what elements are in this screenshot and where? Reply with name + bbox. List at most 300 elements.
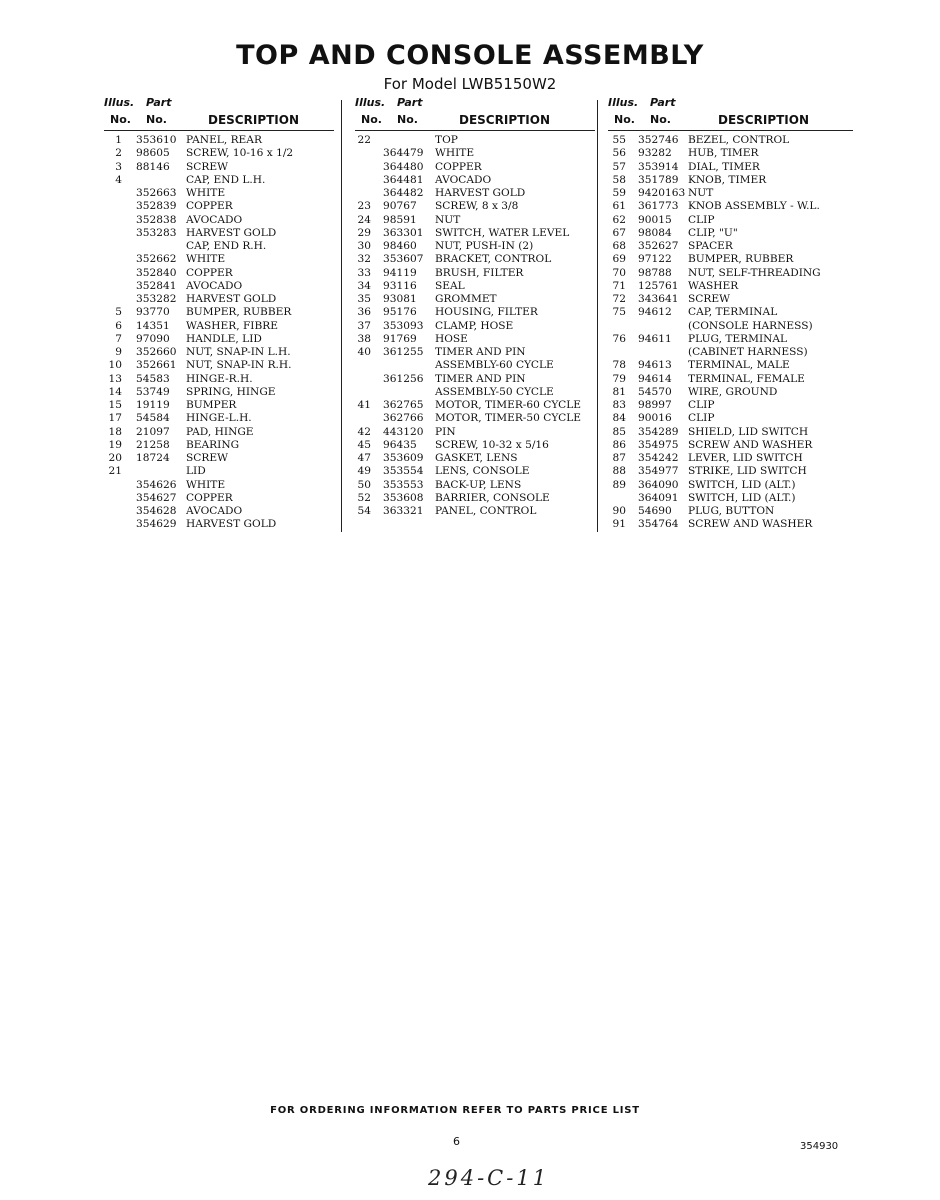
illus-number: 84 — [612, 412, 626, 425]
header-no: No. — [614, 113, 635, 126]
part-description: PLUG, BUTTON — [688, 505, 775, 517]
part-number: 93081 — [383, 293, 417, 305]
part-number: 94612 — [638, 306, 672, 319]
illus-number: 20 — [108, 452, 122, 464]
part-number: 364090 — [638, 478, 679, 491]
part-number: 97122 — [638, 253, 672, 266]
part-number: 90767 — [383, 200, 417, 213]
table-row — [355, 439, 595, 452]
part-description: BRUSH, FILTER — [435, 266, 524, 279]
part-description: TERMINAL, MALE — [688, 359, 790, 372]
table-row — [104, 346, 334, 359]
part-number: 353914 — [638, 160, 679, 173]
illus-number: 88 — [612, 465, 626, 478]
illus-number: 13 — [108, 372, 122, 385]
table-row — [104, 452, 334, 465]
illus-number: 24 — [357, 213, 371, 226]
table-row — [355, 187, 595, 200]
table-row — [355, 174, 595, 187]
illus-number: 29 — [357, 226, 371, 239]
illus-number: 30 — [357, 240, 371, 252]
table-row — [608, 293, 853, 306]
part-number: 352746 — [638, 134, 679, 146]
part-number: 353607 — [383, 253, 424, 266]
header-part-no: No. — [397, 113, 418, 126]
illus-number: 62 — [612, 213, 626, 226]
table-row — [355, 161, 595, 174]
table-row — [104, 439, 334, 452]
part-number: 352660 — [136, 346, 177, 358]
header-illus: Illus. — [104, 96, 135, 109]
table-row — [104, 426, 334, 439]
illus-number: 21 — [108, 465, 122, 478]
table-row — [608, 452, 853, 465]
table-row — [608, 320, 853, 333]
illus-number: 91 — [612, 518, 626, 531]
part-number: 353610 — [136, 134, 177, 146]
part-number: 54690 — [638, 505, 672, 517]
table-row — [104, 492, 334, 505]
illus-number: 9 — [115, 346, 122, 358]
part-description: WHITE — [186, 253, 226, 266]
table-row — [608, 306, 853, 319]
part-description: HINGE-R.H. — [186, 372, 253, 385]
illus-number: 54 — [357, 505, 371, 517]
part-description: HARVEST GOLD — [435, 187, 526, 199]
part-number: 91769 — [383, 332, 417, 345]
part-number: 361255 — [383, 346, 424, 358]
illus-number: 87 — [612, 452, 626, 464]
table-row — [355, 333, 595, 346]
part-description: KNOB, TIMER — [688, 173, 767, 186]
part-number: 98460 — [383, 240, 417, 252]
part-number: 352839 — [136, 200, 177, 213]
part-number: 362765 — [383, 399, 424, 411]
table-row — [355, 412, 595, 425]
part-description: NUT — [688, 187, 714, 199]
table-row — [104, 267, 334, 280]
part-description: CAP, END L.H. — [186, 173, 266, 186]
part-number: 354628 — [136, 505, 177, 517]
part-description: HUB, TIMER — [688, 147, 759, 160]
table-row — [355, 253, 595, 266]
parts-list — [104, 134, 334, 532]
table-row — [104, 293, 334, 306]
part-description: MOTOR, TIMER-50 CYCLE — [435, 412, 582, 425]
part-number: 352840 — [136, 266, 177, 279]
table-row — [355, 320, 595, 333]
illus-number: 81 — [612, 385, 626, 398]
table-row — [104, 359, 334, 372]
illus-number: 22 — [357, 134, 371, 146]
table-row — [355, 147, 595, 160]
part-description: (CONSOLE HARNESS) — [688, 319, 813, 332]
part-description: DIAL, TIMER — [688, 160, 760, 173]
part-number: 125761 — [638, 279, 679, 292]
part-number: 352663 — [136, 187, 177, 199]
table-row — [608, 346, 853, 359]
table-row — [608, 492, 853, 505]
part-number: 98084 — [638, 226, 672, 239]
illus-number: 57 — [612, 160, 626, 173]
part-description: PIN — [435, 425, 456, 438]
illus-number: 49 — [357, 465, 371, 478]
table-row — [104, 320, 334, 333]
part-number: 354626 — [136, 478, 177, 491]
part-description: PANEL, CONTROL — [435, 505, 537, 517]
header-description: DESCRIPTION — [718, 113, 810, 127]
table-row — [355, 293, 595, 306]
table-row — [104, 280, 334, 293]
table-row — [104, 134, 334, 147]
header-part: Part — [146, 96, 172, 109]
part-description: HARVEST GOLD — [186, 518, 277, 531]
table-row — [104, 465, 334, 478]
part-description: SWITCH, WATER LEVEL — [435, 226, 570, 239]
part-number: 353553 — [383, 478, 424, 491]
table-row — [355, 306, 595, 319]
illus-number: 78 — [612, 359, 626, 372]
part-number: 361256 — [383, 372, 424, 385]
part-description: LID — [186, 465, 206, 478]
part-number: 95176 — [383, 306, 417, 319]
illus-number: 85 — [612, 425, 626, 438]
table-row — [608, 174, 853, 187]
illus-number: 37 — [357, 319, 371, 332]
part-description: WHITE — [435, 147, 475, 160]
illus-number: 50 — [357, 478, 371, 491]
table-row — [104, 174, 334, 187]
illus-number: 75 — [612, 306, 626, 319]
illus-number: 89 — [612, 478, 626, 491]
part-number: 98788 — [638, 266, 672, 279]
table-row — [104, 399, 334, 412]
part-number: 18724 — [136, 452, 170, 464]
header-description: DESCRIPTION — [459, 113, 551, 127]
header-illus: Illus. — [608, 96, 639, 109]
table-row — [355, 465, 595, 478]
part-description: CLIP, "U" — [688, 226, 738, 239]
part-number: 94614 — [638, 372, 672, 385]
table-row — [104, 333, 334, 346]
part-description: STRIKE, LID SWITCH — [688, 465, 807, 478]
table-row — [355, 134, 595, 147]
part-number: 363301 — [383, 226, 424, 239]
column-divider — [341, 100, 342, 532]
part-description: CLAMP, HOSE — [435, 319, 514, 332]
illus-number: 7 — [115, 332, 122, 345]
part-number: 352661 — [136, 359, 177, 372]
part-number: 364091 — [638, 491, 679, 504]
part-description: WASHER — [688, 279, 739, 292]
part-description: BARRIER, CONSOLE — [435, 491, 550, 504]
illus-number: 18 — [108, 425, 122, 438]
part-number: 353282 — [136, 293, 177, 305]
part-description: HANDLE, LID — [186, 332, 262, 345]
part-number: 98605 — [136, 147, 170, 160]
table-row — [608, 386, 853, 399]
table-row — [355, 479, 595, 492]
part-description: GROMMET — [435, 293, 497, 305]
part-number: 354289 — [638, 425, 679, 438]
table-row — [104, 187, 334, 200]
illus-number: 56 — [612, 147, 626, 160]
illus-number: 67 — [612, 226, 626, 239]
parts-list — [355, 134, 595, 518]
table-row — [355, 240, 595, 253]
part-number: 352841 — [136, 279, 177, 292]
table-row — [608, 147, 853, 160]
part-description: AVOCADO — [186, 213, 243, 226]
part-description: LEVER, LID SWITCH — [688, 452, 803, 464]
illus-number: 41 — [357, 399, 371, 411]
table-row — [355, 359, 595, 372]
illus-number: 52 — [357, 491, 371, 504]
table-row — [608, 505, 853, 518]
header-description: DESCRIPTION — [208, 113, 300, 127]
table-row — [355, 452, 595, 465]
parts-column-2 — [355, 96, 595, 518]
part-description: ASSEMBLY-60 CYCLE — [435, 359, 554, 372]
table-row — [104, 161, 334, 174]
part-description: BEARING — [186, 438, 240, 451]
part-description: SCREW — [186, 452, 228, 464]
table-row — [608, 227, 853, 240]
part-number: 88146 — [136, 160, 170, 173]
part-description: ASSEMBLY-50 CYCLE — [435, 385, 554, 398]
table-row — [355, 280, 595, 293]
table-row — [608, 214, 853, 227]
illus-number: 19 — [108, 438, 122, 451]
part-number: 443120 — [383, 425, 424, 438]
header-part: Part — [650, 96, 676, 109]
parts-list — [608, 134, 853, 532]
part-number: 352838 — [136, 213, 177, 226]
part-description: SCREW — [688, 293, 730, 305]
part-number: 54570 — [638, 385, 672, 398]
part-number: 353608 — [383, 491, 424, 504]
part-number: 21258 — [136, 438, 170, 451]
part-description: AVOCADO — [186, 279, 243, 292]
part-description: BUMPER — [186, 399, 237, 411]
table-row — [355, 346, 595, 359]
part-number: 352662 — [136, 253, 177, 266]
part-number: 97090 — [136, 332, 170, 345]
illus-number: 34 — [357, 279, 371, 292]
table-row — [355, 373, 595, 386]
part-number: 362766 — [383, 412, 424, 425]
illus-number: 1 — [115, 134, 122, 146]
illus-number: 72 — [612, 293, 626, 305]
part-description: NUT, PUSH-IN (2) — [435, 240, 534, 252]
model-subtitle: For Model LWB5150W2 — [383, 75, 557, 93]
part-description: TIMER AND PIN — [435, 346, 526, 358]
illus-number: 86 — [612, 438, 626, 451]
table-row — [104, 227, 334, 240]
part-description: HARVEST GOLD — [186, 293, 277, 305]
illus-number: 55 — [612, 134, 626, 146]
illus-number: 10 — [108, 359, 122, 372]
table-row — [104, 253, 334, 266]
part-description: CAP, TERMINAL — [688, 306, 778, 319]
part-description: SCREW AND WASHER — [688, 518, 813, 531]
part-number: 90015 — [638, 213, 672, 226]
table-row — [608, 399, 853, 412]
table-row — [355, 492, 595, 505]
table-row — [608, 187, 853, 200]
part-number: 21097 — [136, 425, 170, 438]
part-description: SCREW — [186, 160, 228, 173]
table-row — [104, 214, 334, 227]
part-description: SPRING, HINGE — [186, 385, 276, 398]
table-row — [104, 373, 334, 386]
part-number: 364480 — [383, 160, 424, 173]
part-number: 354627 — [136, 491, 177, 504]
part-description: TERMINAL, FEMALE — [688, 372, 805, 385]
illus-number: 3 — [115, 160, 122, 173]
parts-column-1 — [104, 96, 334, 532]
illus-number: 59 — [612, 187, 626, 199]
illus-number: 83 — [612, 399, 626, 411]
part-number: 363321 — [383, 505, 424, 517]
part-number: 353554 — [383, 465, 424, 478]
illus-number: 32 — [357, 253, 371, 266]
table-row — [355, 267, 595, 280]
header-no: No. — [110, 113, 131, 126]
table-row — [608, 267, 853, 280]
part-description: COPPER — [186, 491, 233, 504]
table-row — [104, 240, 334, 253]
header-illus: Illus. — [355, 96, 386, 109]
part-description: COPPER — [186, 200, 233, 213]
part-description: SHIELD, LID SWITCH — [688, 425, 809, 438]
column-header — [608, 96, 853, 131]
table-row — [608, 134, 853, 147]
part-description: PAD, HINGE — [186, 425, 254, 438]
illus-number: 68 — [612, 240, 626, 252]
part-number: 94611 — [638, 332, 672, 345]
illus-number: 69 — [612, 253, 626, 266]
part-number: 354975 — [638, 438, 679, 451]
illus-number: 5 — [115, 306, 122, 319]
table-row — [355, 505, 595, 518]
column-header — [355, 96, 595, 131]
part-description: SPACER — [688, 240, 733, 252]
illus-number: 61 — [612, 200, 626, 213]
part-description: MOTOR, TIMER-60 CYCLE — [435, 399, 582, 411]
part-description: SCREW, 10-32 x 5/16 — [435, 438, 549, 451]
part-description: BUMPER, RUBBER — [688, 253, 794, 266]
table-row — [608, 479, 853, 492]
part-number: 352627 — [638, 240, 679, 252]
table-row — [104, 200, 334, 213]
part-number: 351789 — [638, 173, 679, 186]
header-part: Part — [397, 96, 423, 109]
illus-number: 71 — [612, 279, 626, 292]
part-number: 364481 — [383, 173, 424, 186]
table-row — [608, 439, 853, 452]
part-number: 94119 — [383, 266, 417, 279]
part-description: TIMER AND PIN — [435, 372, 526, 385]
part-description: LENS, CONSOLE — [435, 465, 530, 478]
part-number: 361773 — [638, 200, 679, 213]
part-number: 93770 — [136, 306, 170, 319]
illus-number: 2 — [115, 147, 122, 160]
illus-number: 70 — [612, 266, 626, 279]
illus-number: 36 — [357, 306, 371, 319]
part-description: WASHER, FIBRE — [186, 319, 278, 332]
illus-number: 40 — [357, 346, 371, 358]
table-row — [104, 505, 334, 518]
table-row — [104, 479, 334, 492]
illus-number: 47 — [357, 452, 371, 464]
table-row — [608, 161, 853, 174]
part-description: AVOCADO — [186, 505, 243, 517]
table-row — [608, 253, 853, 266]
table-row — [608, 518, 853, 531]
part-number: 19119 — [136, 399, 170, 411]
part-description: SCREW, 10-16 x 1/2 — [186, 147, 294, 160]
part-description: NUT — [435, 213, 461, 226]
header-no: No. — [361, 113, 382, 126]
part-description: CLIP — [688, 213, 715, 226]
part-description: SWITCH, LID (ALT.) — [688, 478, 796, 491]
part-description: PLUG, TERMINAL — [688, 332, 788, 345]
part-number: 364482 — [383, 187, 424, 199]
part-number: 98997 — [638, 399, 672, 411]
illus-number: 33 — [357, 266, 371, 279]
illus-number: 17 — [108, 412, 122, 425]
part-description: BUMPER, RUBBER — [186, 306, 292, 319]
header-part-no: No. — [650, 113, 671, 126]
part-description: GASKET, LENS — [435, 452, 518, 464]
part-description: KNOB ASSEMBLY - W.L. — [688, 200, 820, 213]
part-description: WIRE, GROUND — [688, 385, 778, 398]
illus-number: 4 — [115, 173, 122, 186]
part-description: HINGE-L.H. — [186, 412, 252, 425]
illus-number: 42 — [357, 425, 371, 438]
part-number: 93282 — [638, 147, 672, 160]
header-part-no: No. — [146, 113, 167, 126]
column-divider — [597, 100, 598, 532]
table-row — [608, 240, 853, 253]
table-row — [608, 373, 853, 386]
table-row — [104, 412, 334, 425]
part-number: 14351 — [136, 319, 170, 332]
table-row — [355, 386, 595, 399]
part-description: SEAL — [435, 279, 465, 292]
table-row — [104, 306, 334, 319]
part-description: BEZEL, CONTROL — [688, 134, 790, 146]
table-row — [355, 399, 595, 412]
part-number: 94613 — [638, 359, 672, 372]
ordering-footer: FOR ORDERING INFORMATION REFER TO PARTS PRICE LIST — [270, 1105, 640, 1116]
parts-column-3 — [608, 96, 853, 532]
part-number: 343641 — [638, 293, 679, 305]
table-row — [608, 280, 853, 293]
part-number: 98591 — [383, 213, 417, 226]
part-number: 353609 — [383, 452, 424, 464]
part-number: 96435 — [383, 438, 417, 451]
illus-number: 15 — [108, 399, 122, 411]
table-row — [608, 200, 853, 213]
illus-number: 6 — [115, 319, 122, 332]
handwritten-note: 294-C-11 — [428, 1166, 550, 1190]
table-row — [608, 412, 853, 425]
part-number: 353283 — [136, 226, 177, 239]
part-description: TOP — [435, 134, 458, 146]
table-row — [104, 518, 334, 531]
